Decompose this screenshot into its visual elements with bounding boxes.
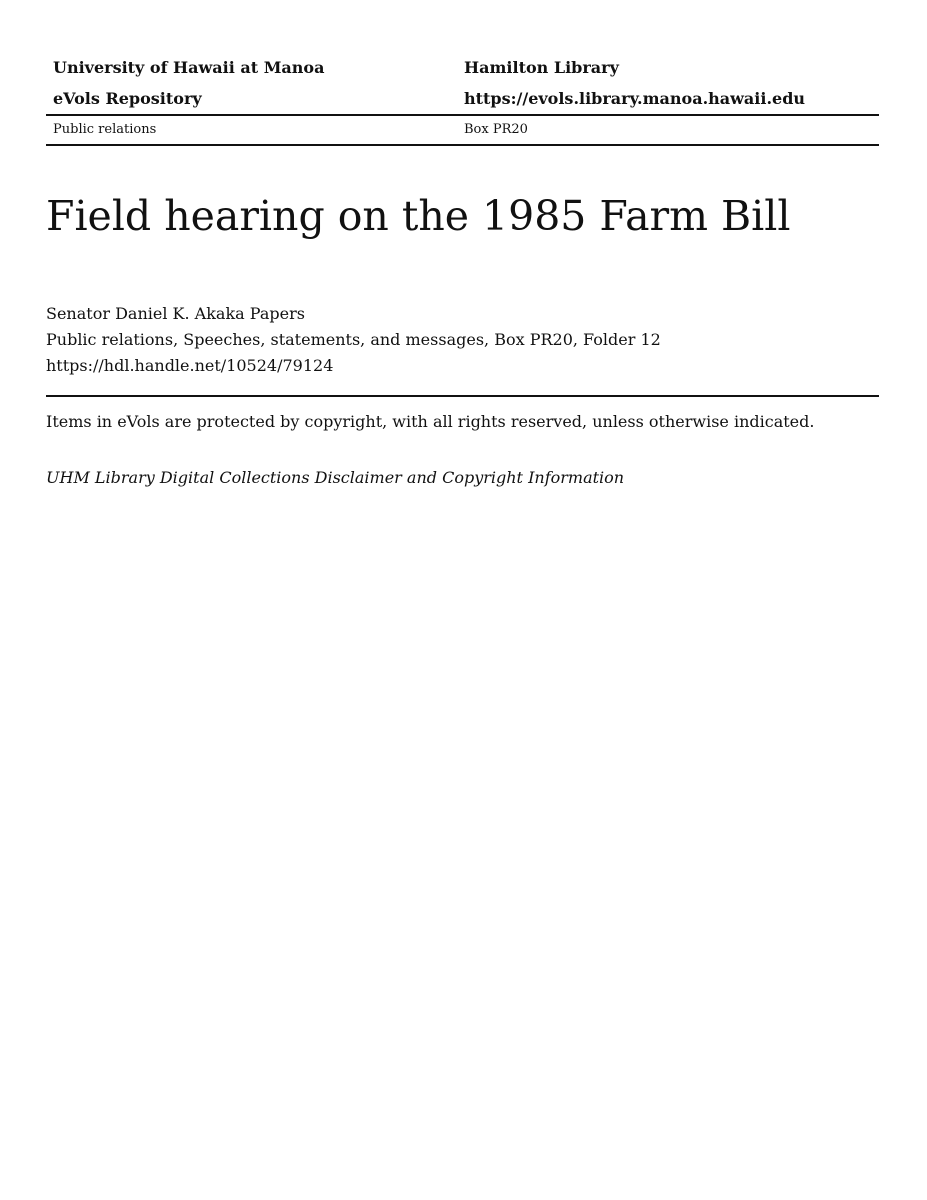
header-divider-bottom: [46, 144, 879, 146]
content-divider: [46, 395, 879, 397]
series-name: Public relations: [53, 122, 157, 137]
library-name: Hamilton Library: [464, 58, 619, 77]
item-metadata: [46, 301, 661, 379]
header-row-institution: [46, 52, 879, 83]
institution-name: University of Hawaii at Manoa: [53, 58, 325, 77]
box-number: Box PR20: [464, 122, 528, 137]
repository-url[interactable]: https://evols.library.manoa.hawaii.edu: [464, 89, 806, 108]
repository-name: eVols Repository: [53, 89, 202, 108]
header-row-repository: [46, 83, 879, 114]
rights-statement: Items in eVols are protected by copyright, with all rights reserved, unless otherwise indicated.: [46, 412, 815, 431]
header-row-series: [46, 116, 879, 144]
repository-header: [46, 52, 879, 146]
handle-link[interactable]: https://hdl.handle.net/10524/79124: [46, 356, 334, 375]
document-title: Field hearing on the 1985 Farm Bill: [46, 192, 791, 240]
folder-location: Public relations, Speeches, statements, and messages, Box PR20, Folder 12: [46, 330, 661, 349]
collection-name: Senator Daniel K. Akaka Papers: [46, 304, 305, 323]
disclaimer-link[interactable]: UHM Library Digital Collections Disclaimer and Copyright Information: [46, 468, 625, 487]
